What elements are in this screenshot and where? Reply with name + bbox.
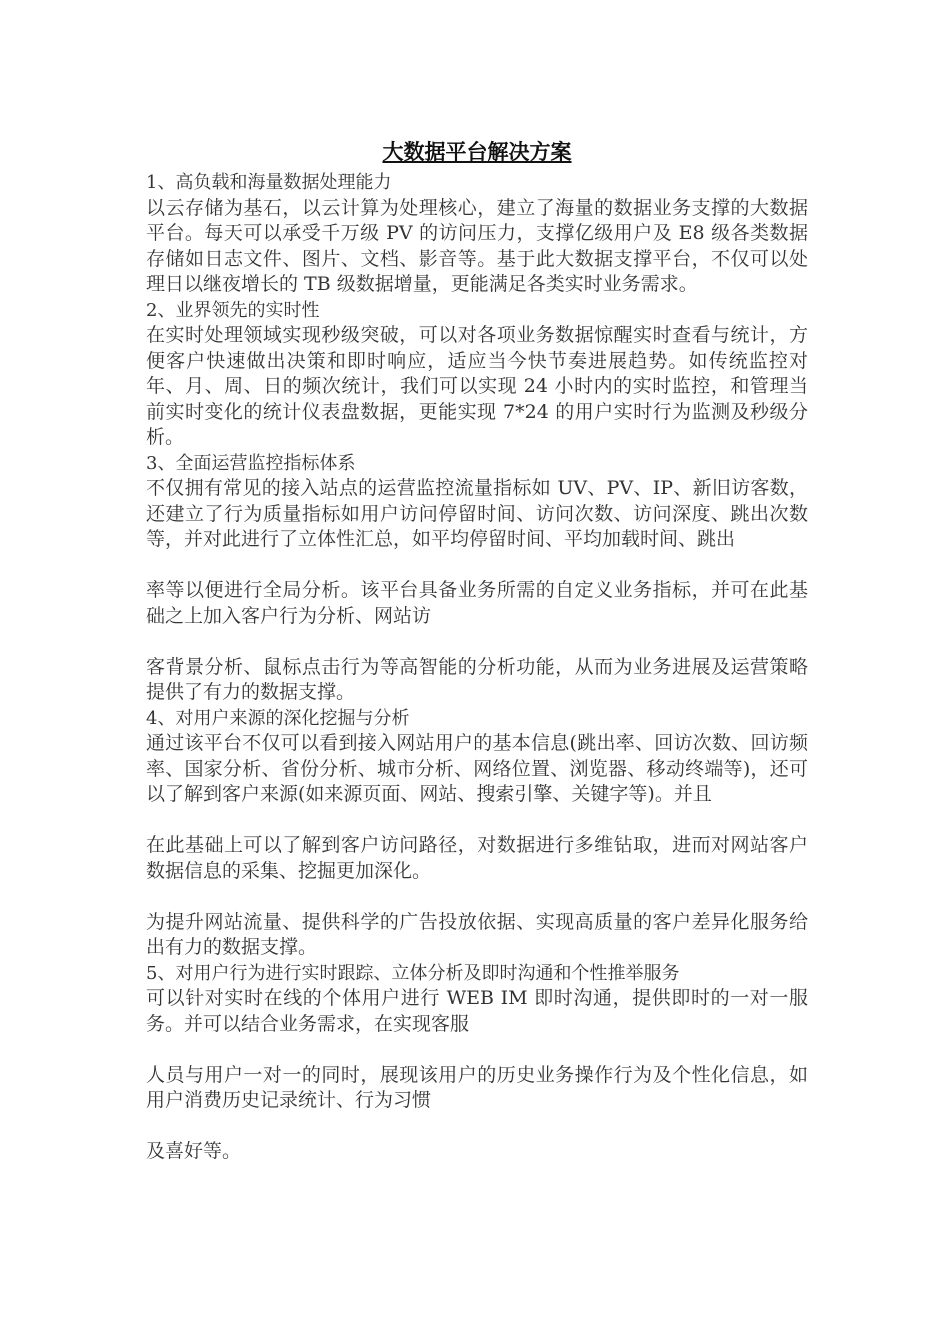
paragraph: 及喜好等。 bbox=[146, 1140, 242, 1162]
section-heading: 2、业界领先的实时性 bbox=[146, 299, 320, 321]
section-heading: 5、对用户行为进行实时跟踪、立体分析及即时沟通和个性推举服务 bbox=[146, 962, 680, 984]
document-page bbox=[146, 134, 808, 1165]
paragraph-gap bbox=[146, 629, 808, 655]
section-heading: 3、全面运营监控指标体系 bbox=[146, 452, 356, 474]
document-body bbox=[146, 170, 808, 1165]
document-title: 大数据平台解决方案 bbox=[382, 139, 572, 164]
paragraph: 客背景分析、鼠标点击行为等高智能的分析功能，从而为业务进展及运营策略提供了有力的数据支撑。 bbox=[146, 655, 808, 703]
paragraph: 人员与用户一对一的同时，展现该用户的历史业务操作行为及个性化信息，如用户消费历史记录统计、行为习惯 bbox=[146, 1063, 808, 1111]
paragraph: 可以针对实时在线的个体用户进行 WEB IM 即时沟通，提供即时的一对一服务。并可以结合业务需求，在实现客服 bbox=[146, 987, 808, 1035]
paragraph-gap bbox=[146, 1037, 808, 1063]
paragraph-gap bbox=[146, 884, 808, 910]
paragraph: 在此基础上可以了解到客户访问路径，对数据进行多维钻取，进而对网站客户数据信息的采集、挖掘更加深化。 bbox=[146, 834, 808, 882]
paragraph: 通过该平台不仅可以看到接入网站用户的基本信息(跳出率、回访次数、回访频率、国家分析、省份分析、城市分析、网络位置、浏览器、移动终端等)，还可以了解到客户来源(如来源页面、网站、搜索引擎、关键字等)。并且 bbox=[146, 732, 808, 805]
paragraph-gap bbox=[146, 808, 808, 834]
paragraph: 率等以便进行全局分析。该平台具备业务所需的自定义业务指标，并可在此基础之上加入客户行为分析、网站访 bbox=[146, 579, 808, 627]
paragraph: 不仅拥有常见的接入站点的运营监控流量指标如 UV、PV、IP、新旧访客数，还建立了行为质量指标如用户访问停留时间、访问次数、访问深度、跳出次数等，并对此进行了立体性汇总，如平均停留时间、平均加载时间、跳出 bbox=[146, 477, 808, 550]
section-heading: 1、高负载和海量数据处理能力 bbox=[146, 172, 392, 193]
section-heading: 4、对用户来源的深化挖掘与分析 bbox=[146, 707, 410, 729]
paragraph: 为提升网站流量、提供科学的广告投放依据、实现高质量的客户差异化服务给出有力的数据支撑。 bbox=[146, 910, 808, 958]
paragraph: 以云存储为基石，以云计算为处理核心，建立了海量的数据业务支撑的大数据平台。每天可以承受千万级 PV 的访问压力，支撑亿级用户及 E8 级各类数据存储如日志文件、图片、文档、影音等。基于此大数据支撑平台，不仅可以处理日以继夜增长的 TB 级数据增量，更能满足各类实时业务需求。 bbox=[146, 196, 808, 295]
paragraph-gap bbox=[146, 1114, 808, 1140]
paragraph: 在实时处理领域实现秒级突破，可以对各项业务数据惊醒实时查看与统计，方便客户快速做出决策和即时响应，适应当今快节奏进展趋势。如传统监控对年、月、周、日的频次统计，我们可以实现 24 小时内的实时监控，和管理当前实时变化的统计仪表盘数据，更能实现 7*24 的用户实时行为监测及秒级分析。 bbox=[146, 324, 808, 448]
paragraph-gap bbox=[146, 553, 808, 579]
